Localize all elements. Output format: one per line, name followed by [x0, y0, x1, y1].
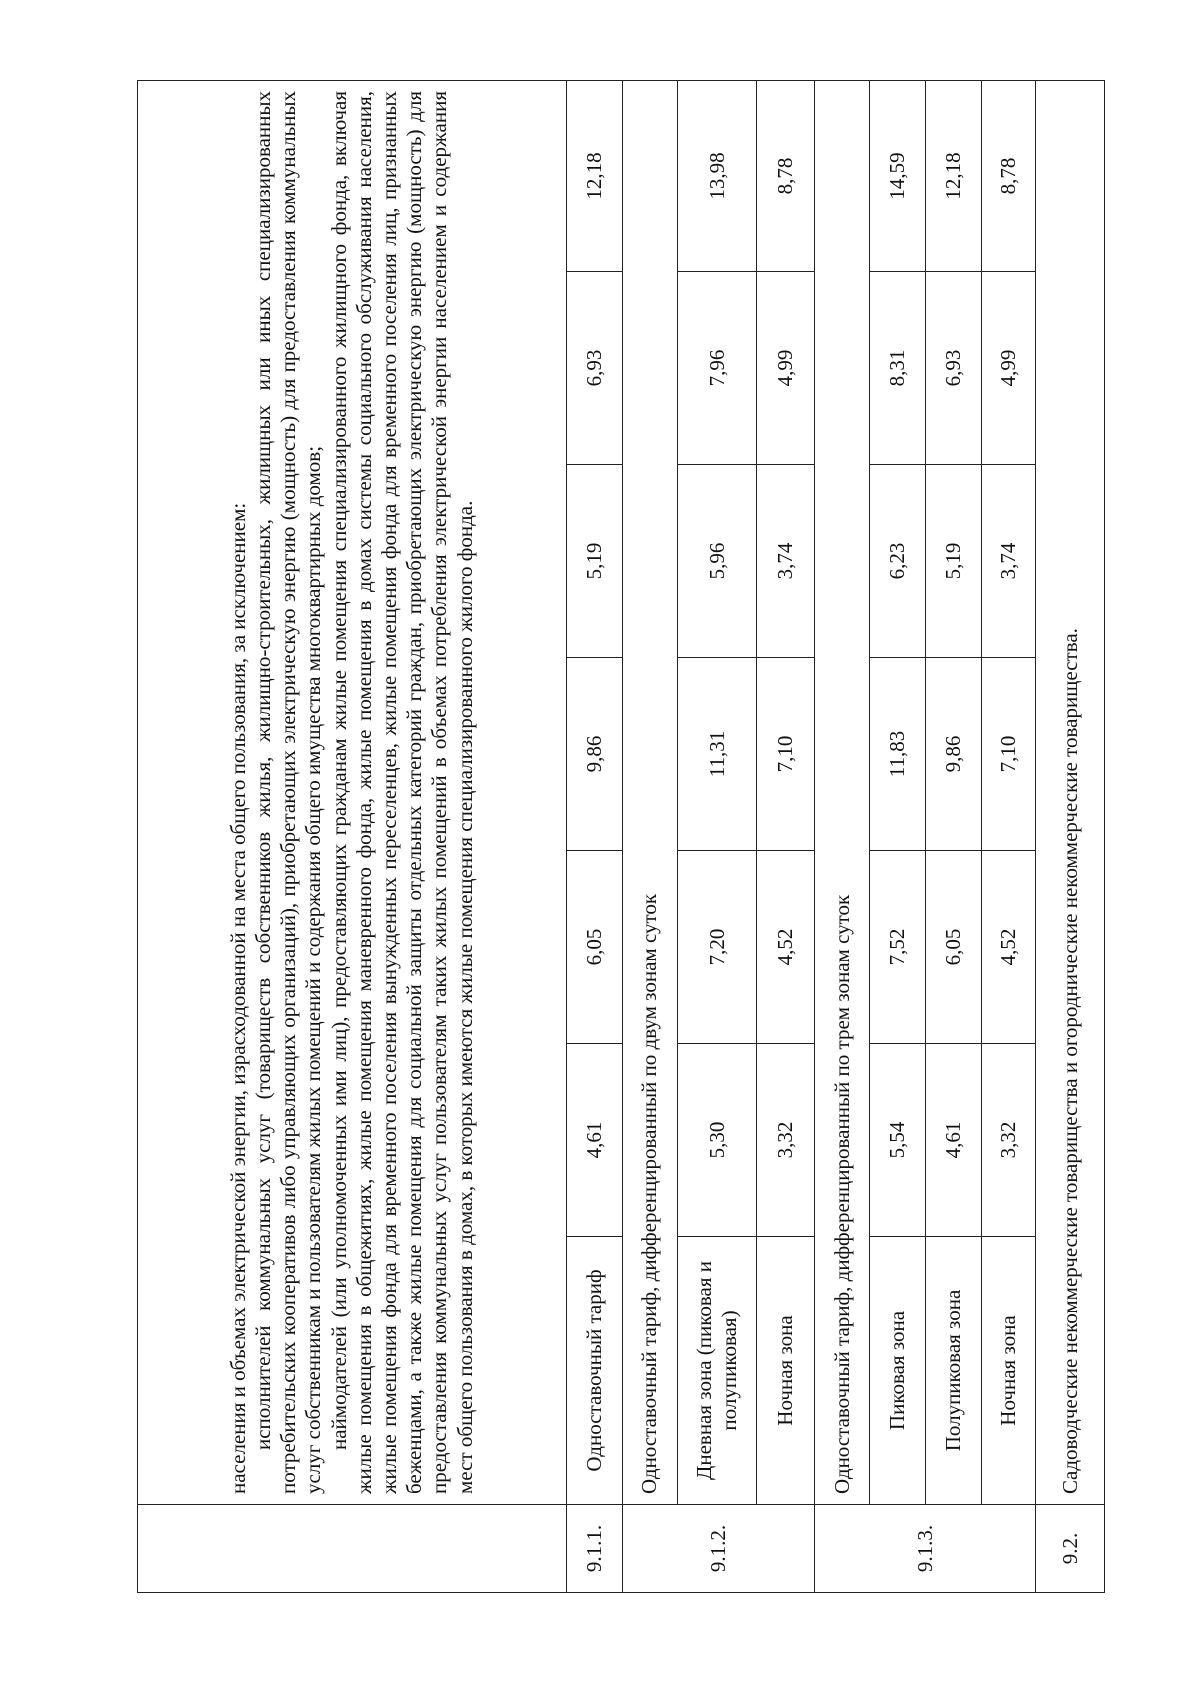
- value-cell: 14,59: [870, 81, 926, 272]
- table-row: [870, 81, 926, 1593]
- value-cell: 4,99: [981, 272, 1036, 465]
- empty-cell: [138, 1505, 567, 1593]
- value-cell: 8,31: [870, 272, 926, 465]
- value-cell: 9,86: [566, 658, 622, 851]
- row-label: Одноставочный тариф: [566, 1237, 622, 1505]
- value-cell: 4,52: [981, 851, 1036, 1044]
- value-cell: 4,61: [566, 1044, 622, 1237]
- value-cell: 7,52: [870, 851, 926, 1044]
- row-code: 9.2.: [1036, 1505, 1105, 1593]
- text-paragraph: населения и объемах электрической энергии, израсходованной на места общего пользования, за исключением:: [225, 502, 250, 1494]
- row-label: Дневная зона (пиковая и полупиковая): [678, 1237, 757, 1505]
- table-row: [757, 81, 815, 1593]
- row-label: Ночная зона: [981, 1237, 1036, 1505]
- table-row: [981, 81, 1036, 1593]
- value-cell: 6,93: [925, 272, 981, 465]
- table-row: [925, 81, 981, 1593]
- value-cell: 7,20: [678, 851, 757, 1044]
- row-code: 9.1.1.: [566, 1505, 622, 1593]
- value-cell: 3,32: [981, 1044, 1036, 1237]
- text-paragraph: наймодателей (или уполномоченных ими лиц), предоставляющих гражданам жилые помещения специализированного жилищного фонда, включая жилые помещения в общежитиях, жилые помещения маневренного фонда, жилые помещения в домах системы социального обслуживания населения, жилые помещения фонда для временного поселения вынужденных переселенцев, жилые помещения фонда для временного поселения лиц, признанных беженцами, а также жилые помещения для социальной защиты отдельных категорий граждан, приобретающих электрическую энергию (мощность) для предоставления коммунальных услуг пользователям таких жилых помещений в объемах потребления электрической энергии населением и содержания мест общего пользования в домах, в которых имеются жилые помещения специализированного жилого фонда.: [326, 91, 477, 1494]
- table-row: [138, 81, 567, 1593]
- text-paragraph: исполнителей коммунальных услуг (товариществ собственников жилья, жилищно-строительных, жилищных или иных специализированных потребительских кооперативов либо управляющих организаций), приобретающих электрическую энергию (мощность) для предоставления коммунальных услуг собственникам и пользователям жилых помещений и содержания общего имущества многоквартирных домов;: [251, 91, 326, 1494]
- rotated-table-page: [137, 81, 1105, 1593]
- table-row: [815, 81, 870, 1593]
- value-cell: 4,99: [757, 272, 815, 465]
- section-heading: Одноставочный тариф, дифференцированный по трем зонам суток: [815, 81, 870, 1505]
- value-cell: 3,32: [757, 1044, 815, 1237]
- value-cell: 8,78: [757, 81, 815, 272]
- table-row: [622, 81, 678, 1593]
- value-cell: 12,18: [566, 81, 622, 272]
- value-cell: 7,96: [678, 272, 757, 465]
- value-cell: 8,78: [981, 81, 1036, 272]
- table-row: [678, 81, 757, 1593]
- value-cell: 4,52: [757, 851, 815, 1044]
- value-cell: 12,18: [925, 81, 981, 272]
- value-cell: 13,98: [678, 81, 757, 272]
- value-cell: 3,74: [757, 465, 815, 658]
- value-cell: 6,23: [870, 465, 926, 658]
- value-cell: 6,93: [566, 272, 622, 465]
- row-code: 9.1.2.: [622, 1505, 815, 1593]
- row-label: Пиковая зона: [870, 1237, 926, 1505]
- row-label: Полупиковая зона: [925, 1237, 981, 1505]
- row-label: Ночная зона: [757, 1237, 815, 1505]
- value-cell: 5,54: [870, 1044, 926, 1237]
- tariff-table: [137, 80, 1105, 1593]
- section-heading: Одноставочный тариф, дифференцированный по двум зонам суток: [622, 81, 678, 1505]
- value-cell: 5,96: [678, 465, 757, 658]
- value-cell: 5,19: [925, 465, 981, 658]
- value-cell: 7,10: [757, 658, 815, 851]
- value-cell: 5,19: [566, 465, 622, 658]
- value-cell: 4,61: [925, 1044, 981, 1237]
- value-cell: 6,05: [925, 851, 981, 1044]
- value-cell: 3,74: [981, 465, 1036, 658]
- value-cell: 6,05: [566, 851, 622, 1044]
- value-cell: 9,86: [925, 658, 981, 851]
- section-heading: Садоводческие некоммерческие товарищества и огороднические некоммерческие товарищества.: [1036, 81, 1105, 1505]
- exceptions-text-cell: [138, 81, 567, 1505]
- value-cell: 5,30: [678, 1044, 757, 1237]
- row-code: 9.1.3.: [815, 1505, 1036, 1593]
- table-row: [566, 81, 622, 1593]
- table-row: [1036, 81, 1105, 1593]
- value-cell: 7,10: [981, 658, 1036, 851]
- value-cell: 11,31: [678, 658, 757, 851]
- value-cell: 11,83: [870, 658, 926, 851]
